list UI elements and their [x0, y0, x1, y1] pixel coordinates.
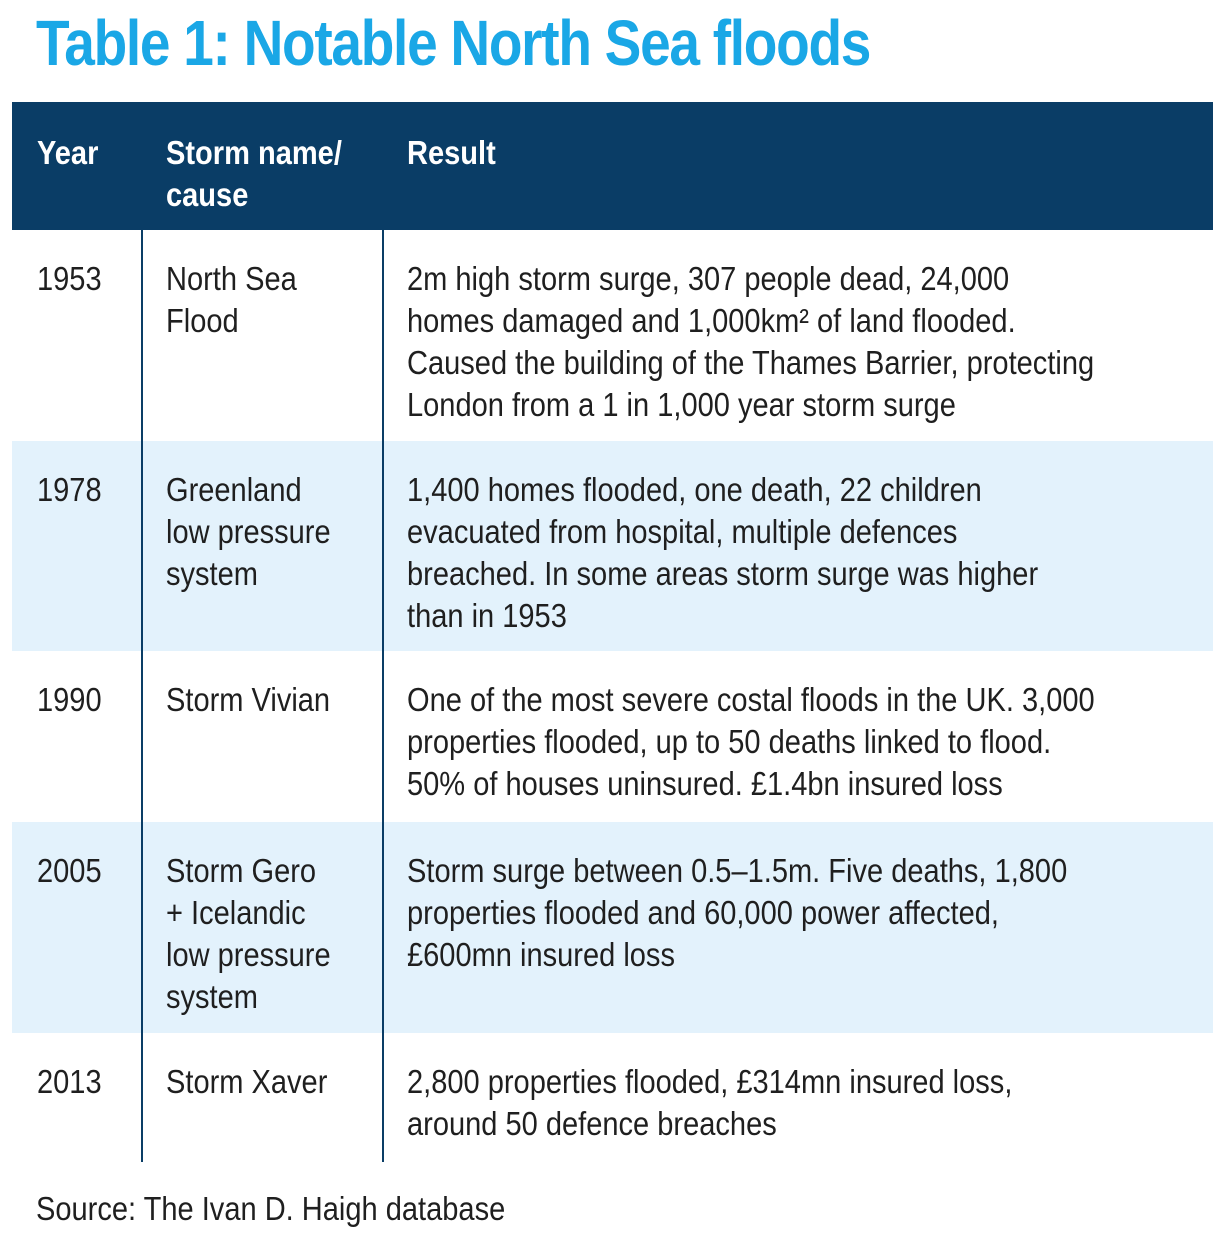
storm-cell: Storm Gero + Icelandic low pressure system: [166, 852, 331, 1015]
year-cell: 2005: [37, 852, 102, 889]
column-header-result: Result: [407, 134, 496, 171]
source-note: Source: The Ivan D. Haigh database: [36, 1190, 506, 1227]
result-cell: 2m high storm surge, 307 people dead, 24,000 homes damaged and 1,000km² of land flooded. Caused the building of the Thames Barrier, protecting London from a 1 in 1,000 year storm surge: [407, 260, 1095, 423]
column-header-year: Year: [37, 134, 99, 171]
storm-cell: Storm Xaver: [166, 1063, 328, 1100]
table-title: Table 1: Notable North Sea floods: [36, 7, 871, 79]
year-cell: 1990: [37, 681, 102, 718]
result-cell: 1,400 homes flooded, one death, 22 children evacuated from hospital, multiple defences breached. In some areas storm surge was higher than in 1953: [407, 471, 1039, 634]
year-cell: 1953: [37, 260, 102, 297]
year-cell: 2013: [37, 1063, 102, 1100]
table-row: [12, 822, 1213, 1033]
table-row: [12, 651, 1213, 822]
result-cell: 2,800 properties flooded, £314mn insured loss, around 50 defence breaches: [407, 1063, 1013, 1142]
table-header-row: [12, 102, 1213, 230]
column-header-storm: Storm name/ cause: [166, 134, 342, 213]
storm-cell: North Sea Flood: [166, 260, 297, 339]
column-divider-storm-result: [382, 102, 384, 1162]
column-divider-year-storm: [141, 102, 143, 1162]
table-row: [12, 1033, 1213, 1161]
table-row: [12, 441, 1213, 651]
result-cell: One of the most severe costal floods in the UK. 3,000 properties flooded, up to 50 deaths linked to flood. 50% of houses uninsured. £1.4bn insured loss: [407, 681, 1095, 802]
floods-table: [12, 102, 1213, 1161]
year-cell: 1978: [37, 471, 102, 508]
result-cell: Storm surge between 0.5–1.5m. Five deaths, 1,800 properties flooded and 60,000 power affected, £600mn insured loss: [407, 852, 1068, 973]
storm-cell: Greenland low pressure system: [166, 471, 331, 592]
table-row: [12, 230, 1213, 441]
storm-cell: Storm Vivian: [166, 681, 331, 718]
